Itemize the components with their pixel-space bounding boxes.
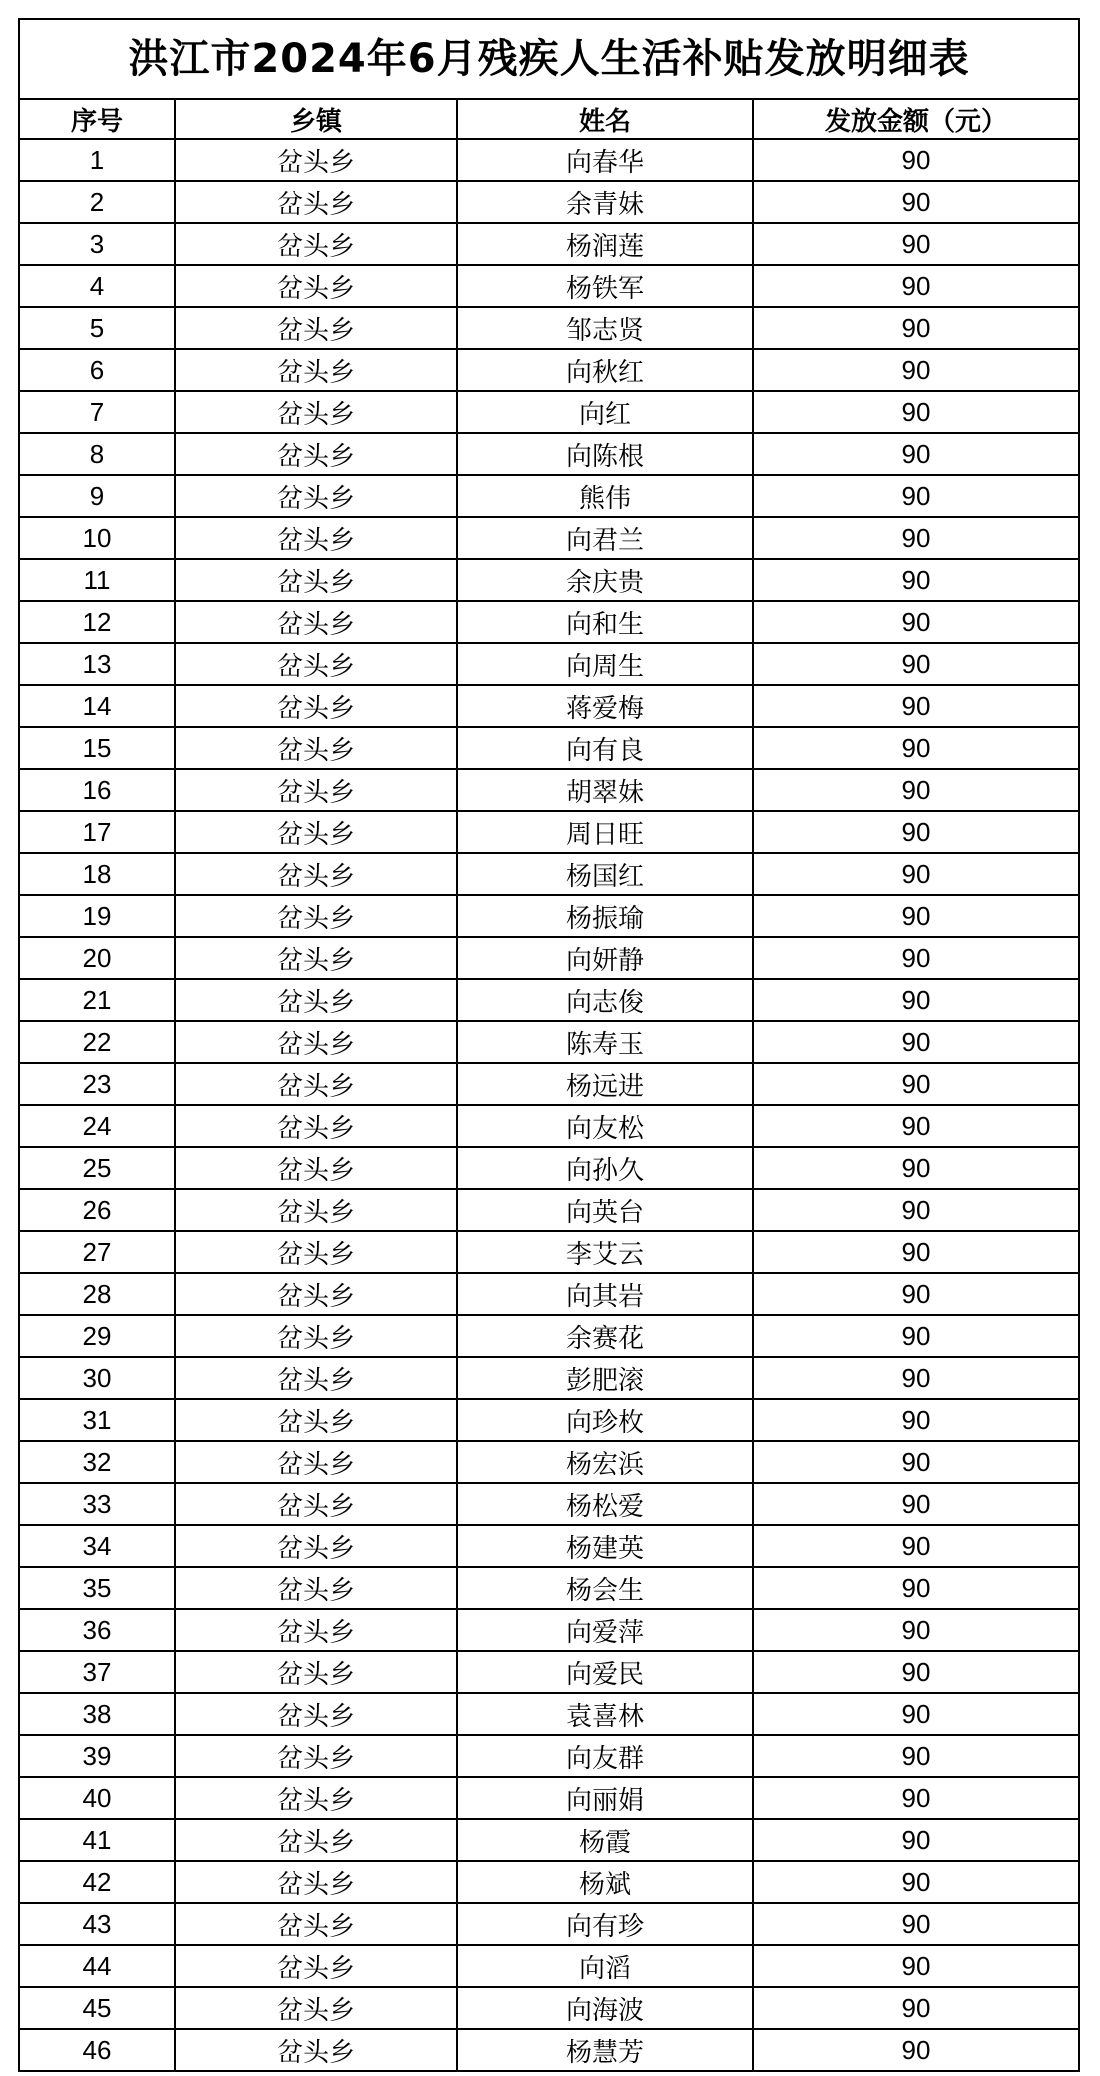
cell-number: 12: [20, 601, 175, 643]
table-row: [20, 1819, 1078, 1861]
table-row: [20, 1357, 1078, 1399]
cell-amount: 90: [753, 1903, 1078, 1945]
cell-number: 14: [20, 685, 175, 727]
table-row: [20, 1777, 1078, 1819]
cell-amount: 90: [753, 601, 1078, 643]
cell-name: 杨霞: [457, 1819, 753, 1861]
cell-name: 胡翠妹: [457, 769, 753, 811]
cell-town: 岔头乡: [175, 1357, 457, 1399]
cell-number: 43: [20, 1903, 175, 1945]
cell-name: 余庆贵: [457, 559, 753, 601]
cell-number: 8: [20, 433, 175, 475]
cell-town: 岔头乡: [175, 1567, 457, 1609]
cell-town: 岔头乡: [175, 475, 457, 517]
cell-town: 岔头乡: [175, 643, 457, 685]
cell-name: 杨松爱: [457, 1483, 753, 1525]
cell-name: 余青妹: [457, 181, 753, 223]
cell-name: 向爱民: [457, 1651, 753, 1693]
table-row: [20, 853, 1078, 895]
cell-town: 岔头乡: [175, 727, 457, 769]
table-row: [20, 265, 1078, 307]
table-row: [20, 1525, 1078, 1567]
table-row: [20, 1651, 1078, 1693]
cell-name: 向红: [457, 391, 753, 433]
cell-number: 35: [20, 1567, 175, 1609]
cell-name: 向海波: [457, 1987, 753, 2029]
cell-number: 15: [20, 727, 175, 769]
column-header-name: 姓名: [457, 100, 753, 139]
cell-amount: 90: [753, 559, 1078, 601]
cell-amount: 90: [753, 517, 1078, 559]
cell-name: 向有良: [457, 727, 753, 769]
cell-town: 岔头乡: [175, 1399, 457, 1441]
cell-town: 岔头乡: [175, 1525, 457, 1567]
table-row: [20, 979, 1078, 1021]
cell-amount: 90: [753, 1315, 1078, 1357]
cell-amount: 90: [753, 391, 1078, 433]
table-body: [20, 139, 1078, 2070]
cell-number: 39: [20, 1735, 175, 1777]
cell-number: 7: [20, 391, 175, 433]
cell-town: 岔头乡: [175, 685, 457, 727]
cell-number: 20: [20, 937, 175, 979]
cell-number: 2: [20, 181, 175, 223]
table-row: [20, 937, 1078, 979]
table-row: [20, 349, 1078, 391]
cell-name: 邹志贤: [457, 307, 753, 349]
cell-name: 陈寿玉: [457, 1021, 753, 1063]
cell-number: 45: [20, 1987, 175, 2029]
document-title: 洪江市2024年6月残疾人生活补贴发放明细表: [20, 20, 1078, 100]
table-row: [20, 727, 1078, 769]
cell-number: 13: [20, 643, 175, 685]
cell-town: 岔头乡: [175, 1273, 457, 1315]
table-row: [20, 895, 1078, 937]
cell-name: 向君兰: [457, 517, 753, 559]
table-row: [20, 1105, 1078, 1147]
cell-town: 岔头乡: [175, 1819, 457, 1861]
cell-name: 彭肥滚: [457, 1357, 753, 1399]
cell-amount: 90: [753, 265, 1078, 307]
cell-town: 岔头乡: [175, 391, 457, 433]
cell-number: 44: [20, 1945, 175, 1987]
cell-number: 36: [20, 1609, 175, 1651]
table-header: [20, 100, 1078, 139]
cell-name: 杨宏浜: [457, 1441, 753, 1483]
cell-town: 岔头乡: [175, 1861, 457, 1903]
cell-name: 向丽娟: [457, 1777, 753, 1819]
cell-town: 岔头乡: [175, 1693, 457, 1735]
table-row: [20, 811, 1078, 853]
table-row: [20, 1273, 1078, 1315]
cell-name: 向妍静: [457, 937, 753, 979]
cell-number: 11: [20, 559, 175, 601]
cell-number: 30: [20, 1357, 175, 1399]
table-row: [20, 139, 1078, 181]
cell-town: 岔头乡: [175, 1987, 457, 2029]
cell-name: 杨会生: [457, 1567, 753, 1609]
cell-name: 周日旺: [457, 811, 753, 853]
cell-town: 岔头乡: [175, 181, 457, 223]
cell-number: 6: [20, 349, 175, 391]
cell-amount: 90: [753, 349, 1078, 391]
cell-town: 岔头乡: [175, 433, 457, 475]
cell-name: 杨铁军: [457, 265, 753, 307]
cell-amount: 90: [753, 643, 1078, 685]
cell-amount: 90: [753, 1945, 1078, 1987]
cell-name: 袁喜林: [457, 1693, 753, 1735]
cell-amount: 90: [753, 1021, 1078, 1063]
table-row: [20, 475, 1078, 517]
cell-name: 杨振瑜: [457, 895, 753, 937]
cell-amount: 90: [753, 1189, 1078, 1231]
cell-amount: 90: [753, 1525, 1078, 1567]
column-header-town: 乡镇: [175, 100, 457, 139]
cell-town: 岔头乡: [175, 769, 457, 811]
cell-name: 杨国红: [457, 853, 753, 895]
cell-amount: 90: [753, 1063, 1078, 1105]
cell-amount: 90: [753, 1483, 1078, 1525]
table-row: [20, 1399, 1078, 1441]
cell-town: 岔头乡: [175, 1651, 457, 1693]
cell-number: 25: [20, 1147, 175, 1189]
column-header-amount: 发放金额（元）: [753, 100, 1078, 139]
table-row: [20, 1735, 1078, 1777]
cell-name: 向友群: [457, 1735, 753, 1777]
cell-number: 29: [20, 1315, 175, 1357]
cell-name: 向周生: [457, 643, 753, 685]
cell-town: 岔头乡: [175, 1189, 457, 1231]
cell-number: 46: [20, 2029, 175, 2070]
cell-number: 41: [20, 1819, 175, 1861]
cell-amount: 90: [753, 1987, 1078, 2029]
cell-amount: 90: [753, 1441, 1078, 1483]
table-row: [20, 1945, 1078, 1987]
table-row: [20, 1231, 1078, 1273]
cell-town: 岔头乡: [175, 559, 457, 601]
cell-amount: 90: [753, 937, 1078, 979]
cell-name: 杨慧芳: [457, 2029, 753, 2070]
cell-town: 岔头乡: [175, 1231, 457, 1273]
cell-amount: 90: [753, 307, 1078, 349]
table-row: [20, 1063, 1078, 1105]
cell-amount: 90: [753, 433, 1078, 475]
cell-amount: 90: [753, 1273, 1078, 1315]
cell-number: 27: [20, 1231, 175, 1273]
cell-amount: 90: [753, 1147, 1078, 1189]
table-row: [20, 1987, 1078, 2029]
cell-amount: 90: [753, 475, 1078, 517]
table-row: [20, 1903, 1078, 1945]
cell-number: 10: [20, 517, 175, 559]
cell-town: 岔头乡: [175, 1063, 457, 1105]
cell-number: 38: [20, 1693, 175, 1735]
table-row: [20, 1567, 1078, 1609]
cell-name: 李艾云: [457, 1231, 753, 1273]
cell-town: 岔头乡: [175, 2029, 457, 2070]
cell-town: 岔头乡: [175, 1903, 457, 1945]
cell-amount: 90: [753, 1735, 1078, 1777]
cell-name: 向和生: [457, 601, 753, 643]
cell-amount: 90: [753, 811, 1078, 853]
table-row: [20, 2029, 1078, 2070]
cell-name: 向滔: [457, 1945, 753, 1987]
cell-town: 岔头乡: [175, 1147, 457, 1189]
cell-town: 岔头乡: [175, 853, 457, 895]
cell-name: 熊伟: [457, 475, 753, 517]
cell-number: 9: [20, 475, 175, 517]
cell-name: 向春华: [457, 139, 753, 181]
cell-amount: 90: [753, 223, 1078, 265]
cell-town: 岔头乡: [175, 1609, 457, 1651]
table-row: [20, 1189, 1078, 1231]
cell-town: 岔头乡: [175, 895, 457, 937]
cell-name: 向孙久: [457, 1147, 753, 1189]
cell-amount: 90: [753, 685, 1078, 727]
cell-amount: 90: [753, 1609, 1078, 1651]
table-row: [20, 391, 1078, 433]
cell-town: 岔头乡: [175, 517, 457, 559]
table-row: [20, 181, 1078, 223]
cell-amount: 90: [753, 979, 1078, 1021]
cell-amount: 90: [753, 769, 1078, 811]
cell-town: 岔头乡: [175, 1735, 457, 1777]
cell-number: 4: [20, 265, 175, 307]
cell-name: 杨建英: [457, 1525, 753, 1567]
cell-town: 岔头乡: [175, 937, 457, 979]
table-row: [20, 685, 1078, 727]
cell-amount: 90: [753, 727, 1078, 769]
table-row: [20, 559, 1078, 601]
table-row: [20, 1861, 1078, 1903]
cell-amount: 90: [753, 1861, 1078, 1903]
cell-number: 24: [20, 1105, 175, 1147]
header-row: [20, 100, 1078, 139]
cell-town: 岔头乡: [175, 223, 457, 265]
cell-name: 杨斌: [457, 1861, 753, 1903]
table-row: [20, 1021, 1078, 1063]
subsidy-table-document: [18, 18, 1080, 2072]
cell-number: 34: [20, 1525, 175, 1567]
cell-name: 向有珍: [457, 1903, 753, 1945]
cell-number: 22: [20, 1021, 175, 1063]
cell-number: 17: [20, 811, 175, 853]
cell-number: 31: [20, 1399, 175, 1441]
cell-town: 岔头乡: [175, 601, 457, 643]
cell-town: 岔头乡: [175, 1441, 457, 1483]
cell-amount: 90: [753, 1567, 1078, 1609]
cell-town: 岔头乡: [175, 265, 457, 307]
table-row: [20, 769, 1078, 811]
cell-name: 向陈根: [457, 433, 753, 475]
table-row: [20, 1147, 1078, 1189]
table-row: [20, 517, 1078, 559]
cell-name: 向其岩: [457, 1273, 753, 1315]
cell-town: 岔头乡: [175, 979, 457, 1021]
cell-number: 42: [20, 1861, 175, 1903]
cell-town: 岔头乡: [175, 307, 457, 349]
cell-number: 33: [20, 1483, 175, 1525]
cell-amount: 90: [753, 1777, 1078, 1819]
table-row: [20, 1483, 1078, 1525]
cell-amount: 90: [753, 853, 1078, 895]
cell-name: 向志俊: [457, 979, 753, 1021]
cell-name: 杨润莲: [457, 223, 753, 265]
table-row: [20, 307, 1078, 349]
cell-amount: 90: [753, 1651, 1078, 1693]
cell-amount: 90: [753, 1231, 1078, 1273]
cell-amount: 90: [753, 139, 1078, 181]
cell-name: 蒋爱梅: [457, 685, 753, 727]
cell-amount: 90: [901, 2034, 931, 2065]
cell-town: 岔头乡: [175, 1021, 457, 1063]
cell-number: 3: [20, 223, 175, 265]
cell-name: 向爱萍: [457, 1609, 753, 1651]
table-row: [20, 1693, 1078, 1735]
cell-amount: 90: [753, 181, 1078, 223]
cell-number: 32: [20, 1441, 175, 1483]
cell-number: 21: [20, 979, 175, 1021]
cell-name: 向友松: [457, 1105, 753, 1147]
cell-number: 1: [20, 139, 175, 181]
cell-name: 向珍枚: [457, 1399, 753, 1441]
cell-town: 岔头乡: [175, 1945, 457, 1987]
cell-number: 37: [20, 1651, 175, 1693]
cell-amount: 90: [753, 895, 1078, 937]
subsidy-table: [20, 100, 1078, 2070]
cell-number: 28: [20, 1273, 175, 1315]
cell-name: 向秋红: [457, 349, 753, 391]
cell-number: 18: [20, 853, 175, 895]
cell-amount: 90: [753, 1819, 1078, 1861]
cell-number: 40: [20, 1777, 175, 1819]
table-row: [20, 643, 1078, 685]
table-row: [20, 433, 1078, 475]
column-header-number: 序号: [20, 100, 175, 139]
table-row: [20, 1441, 1078, 1483]
cell-amount: 90: [753, 1357, 1078, 1399]
table-row: [20, 1315, 1078, 1357]
cell-town: 岔头乡: [175, 1483, 457, 1525]
cell-name: 杨远进: [457, 1063, 753, 1105]
cell-town: 岔头乡: [175, 1105, 457, 1147]
cell-name: 余赛花: [457, 1315, 753, 1357]
cell-town: 岔头乡: [175, 1315, 457, 1357]
cell-number: 23: [20, 1063, 175, 1105]
cell-number: 19: [20, 895, 175, 937]
cell-town: 岔头乡: [175, 349, 457, 391]
cell-amount: 90: [753, 1105, 1078, 1147]
cell-town: 岔头乡: [175, 1777, 457, 1819]
table-row: [20, 1609, 1078, 1651]
table-row: [20, 223, 1078, 265]
table-row: [20, 601, 1078, 643]
cell-number: 5: [20, 307, 175, 349]
cell-name: 向英台: [457, 1189, 753, 1231]
cell-amount: 90: [753, 1693, 1078, 1735]
cell-number: 16: [20, 769, 175, 811]
cell-amount: 90: [753, 1399, 1078, 1441]
cell-number: 26: [20, 1189, 175, 1231]
cell-town: 岔头乡: [175, 811, 457, 853]
cell-town: 岔头乡: [175, 139, 457, 181]
